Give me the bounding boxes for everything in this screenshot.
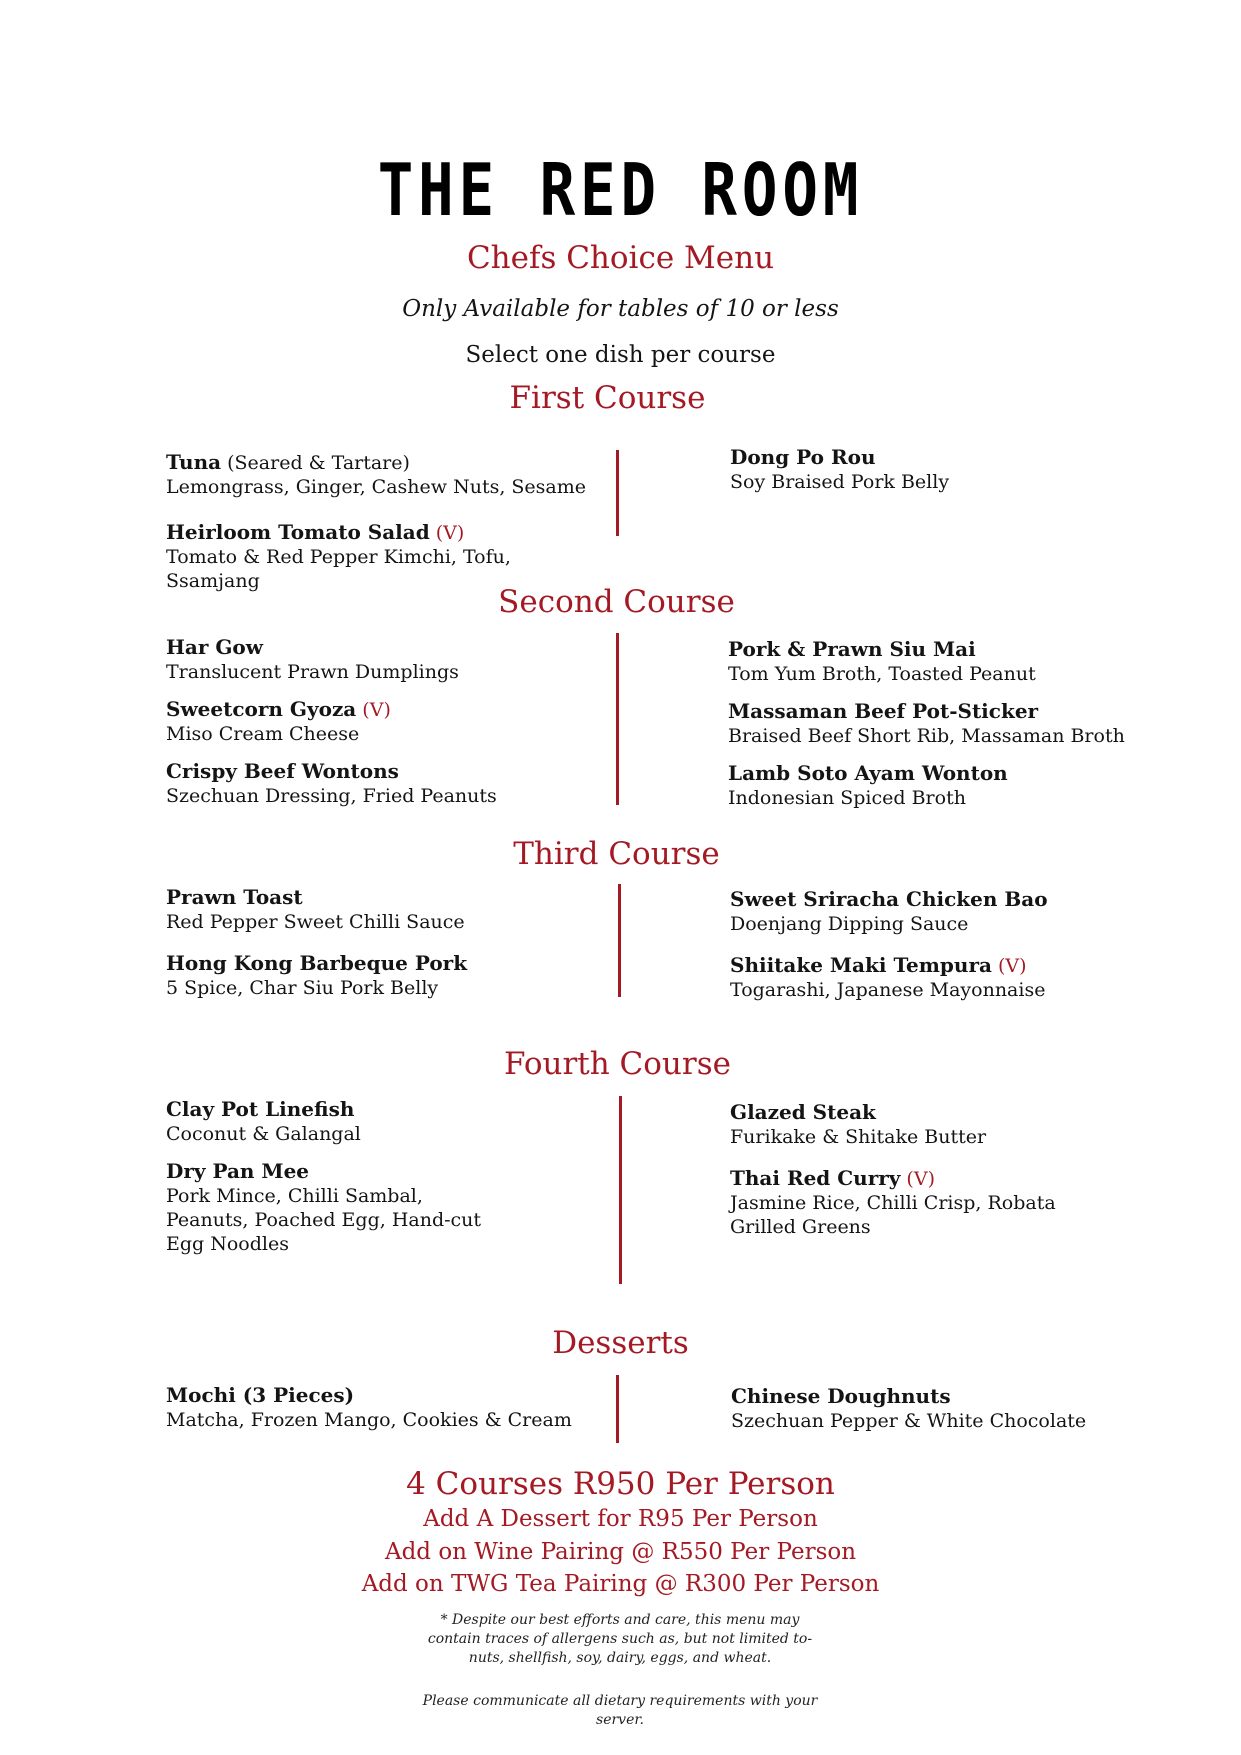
dish-item [166, 1097, 596, 1146]
vegetarian-marker: (V) [900, 1168, 935, 1190]
fourth-course-title: Fourth Course [504, 1046, 731, 1082]
dish-name: Crispy Beef Wontons [166, 759, 399, 783]
dish-description: Coconut & Galangal [166, 1123, 361, 1145]
selection-instruction: Select one dish per course [465, 342, 776, 368]
desserts-divider [616, 1375, 619, 1443]
dish-name: Dong Po Rou [730, 445, 876, 469]
second-course-right-column [728, 637, 1158, 823]
dish-description: Miso Cream Cheese [166, 723, 360, 745]
third-course-divider [618, 884, 621, 997]
dish-name: Clay Pot Linefish [166, 1097, 355, 1121]
dish-name: Lamb Soto Ayam Wonton [728, 761, 1008, 785]
dish-item [166, 635, 596, 684]
desserts-left-column [166, 1383, 596, 1445]
dish-description: Matcha, Frozen Mango, Cookies & Cream [166, 1409, 572, 1431]
dish-description: Pork Mince, Chilli Sambal, Peanuts, Poached Egg, Hand-cut Egg Noodles [166, 1185, 482, 1255]
dish-description: Tom Yum Broth, Toasted Peanut [728, 663, 1036, 685]
dish-description: Szechuan Pepper & White Chocolate [731, 1410, 1087, 1432]
dish-item [730, 1100, 1160, 1149]
allergen-disclaimer: * Despite our best efforts and care, this menu may contain traces of allergens such as, but not limited to- nuts, shellfish, soy, dairy, eggs, and wheat. [427, 1612, 813, 1666]
dish-item [166, 1159, 511, 1256]
dish-name: Sweetcorn Gyoza [166, 697, 357, 721]
dish-name: Hong Kong Barbeque Pork [166, 951, 468, 975]
dish-description: Tomato & Red Pepper Kimchi, Tofu, Ssamjang [166, 546, 511, 592]
first-course-title: First Course [509, 380, 706, 416]
dish-name: Shiitake Maki Tempura [730, 953, 992, 977]
desserts-right-column [731, 1384, 1161, 1446]
dietary-note: Please communicate all dietary requirements with your server. [422, 1693, 818, 1728]
price-dessert-addon: Add A Dessert for R95 Per Person [423, 1506, 818, 1532]
dish-note: (Seared & Tartare) [221, 452, 410, 474]
dish-name: Prawn Toast [166, 885, 303, 909]
dish-item [730, 953, 1160, 1002]
dish-item [166, 885, 596, 934]
price-tea-addon: Add on TWG Tea Pairing @ R300 Per Person [361, 1571, 880, 1597]
vegetarian-marker: (V) [429, 522, 465, 544]
dish-item [166, 1383, 596, 1432]
dish-item [730, 887, 1160, 936]
fourth-course-divider [619, 1096, 622, 1284]
dish-description: Braised Beef Short Rib, Massaman Broth [728, 725, 1125, 747]
dish-item [730, 445, 1160, 494]
fourth-course-left-column [166, 1097, 596, 1269]
dish-name: Massaman Beef Pot-Sticker [728, 699, 1039, 723]
dish-description: Lemongrass, Ginger, Cashew Nuts, Sesame [166, 476, 587, 498]
second-course-title: Second Course [498, 584, 735, 620]
dish-item [166, 450, 596, 499]
dish-item [728, 699, 1158, 748]
dish-description: 5 Spice, Char Siu Pork Belly [166, 977, 439, 999]
desserts-title: Desserts [552, 1325, 689, 1361]
dish-name: Chinese Doughnuts [731, 1384, 951, 1408]
dish-description: Doenjang Dipping Sauce [730, 913, 969, 935]
first-course-divider [616, 450, 619, 536]
fourth-course-right-column [730, 1100, 1160, 1252]
price-main: 4 Courses R950 Per Person [406, 1466, 835, 1502]
first-course-right-column [730, 445, 1160, 507]
menu-subtitle: Chefs Choice Menu [466, 240, 775, 276]
dish-name: Mochi (3 Pieces) [166, 1383, 355, 1407]
dish-name: Sweet Sriracha Chicken Bao [730, 887, 1048, 911]
dish-name: Har Gow [166, 635, 263, 659]
dish-name: Thai Red Curry [730, 1166, 901, 1190]
dish-name: Dry Pan Mee [166, 1159, 310, 1183]
price-wine-addon: Add on Wine Pairing @ R550 Per Person [384, 1539, 857, 1565]
dish-name: Heirloom Tomato Salad [166, 520, 430, 544]
dish-item [728, 761, 1158, 810]
dish-item [166, 951, 596, 1000]
third-course-left-column [166, 885, 596, 1013]
dish-description: Translucent Prawn Dumplings [166, 661, 459, 683]
dish-description: Jasmine Rice, Chilli Crisp, Robata Grilled Greens [730, 1192, 1056, 1238]
dish-description: Soy Braised Pork Belly [730, 471, 950, 493]
restaurant-logo: THE RED ROOM [377, 148, 864, 232]
dish-item [728, 637, 1158, 686]
dish-description: Togarashi, Japanese Mayonnaise [730, 979, 1046, 1001]
dish-description: Red Pepper Sweet Chilli Sauce [166, 911, 465, 933]
dish-item [731, 1384, 1161, 1433]
dish-description: Furikake & Shitake Butter [730, 1126, 987, 1148]
dish-name: Tuna [166, 450, 222, 474]
dish-name: Pork & Prawn Siu Mai [728, 637, 976, 661]
availability-note: Only Available for tables of 10 or less [402, 296, 839, 322]
dish-name: Glazed Steak [730, 1100, 876, 1124]
dish-item [730, 1166, 1100, 1239]
dish-description: Indonesian Spiced Broth [728, 787, 966, 809]
vegetarian-marker: (V) [991, 955, 1027, 977]
second-course-left-column [166, 635, 596, 821]
dish-description: Szechuan Dressing, Fried Peanuts [166, 785, 497, 807]
third-course-right-column [730, 887, 1160, 1015]
vegetarian-marker: (V) [356, 699, 391, 721]
dish-item [166, 697, 596, 746]
second-course-divider [616, 633, 619, 805]
third-course-title: Third Course [513, 836, 720, 872]
dish-item [166, 759, 596, 808]
